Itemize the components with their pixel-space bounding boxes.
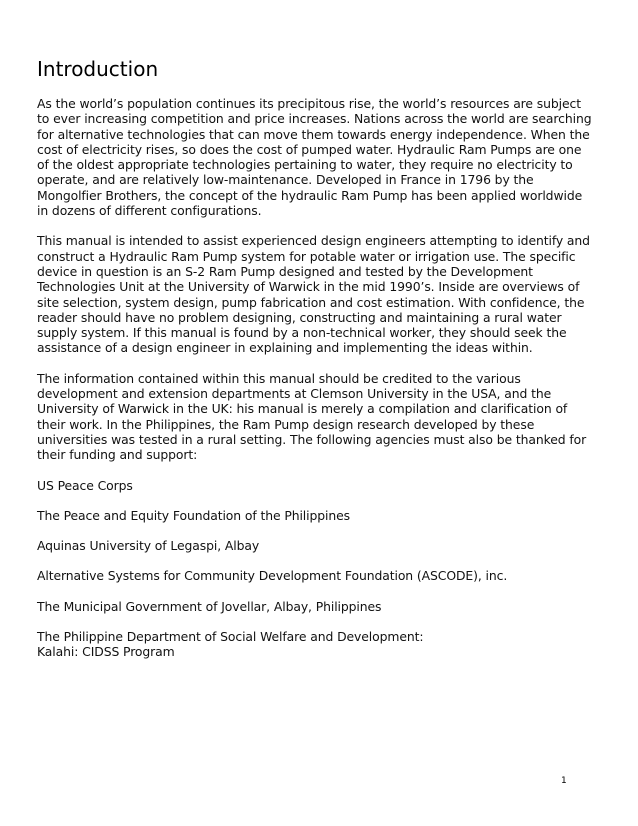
page-number: 1	[561, 776, 567, 786]
section-heading: Introduction	[37, 57, 159, 81]
agency-item: The Peace and Equity Foundation of the Philippines	[37, 507, 350, 523]
agency-item: Aquinas University of Legaspi, Albay	[37, 538, 260, 554]
agency-item: Alternative Systems for Community Development Foundation (ASCODE), inc.	[37, 568, 508, 584]
agency-item: US Peace Corps	[37, 477, 133, 493]
agency-item: The Municipal Government of Jovellar, Albay, Philippines	[37, 598, 382, 614]
document-page	[37, 56, 593, 675]
credits-paragraph: The information contained within this manual should be credited to the various development and extension departments at Clemson University in the USA, and the University of Warwick in the UK: his manual is merely a compilation and clarification of their work. In the Philippines, the Ram Pump design research developed by these universities was tested in a rural setting. The following agencies must also be thanked for their funding and support:	[37, 370, 587, 463]
agency-program-line: Kalahi: CIDSS Program	[37, 644, 175, 660]
purpose-paragraph: This manual is intended to assist experienced design engineers attempting to identify and construct a Hydraulic Ram Pump system for potable water or irrigation use. The specific device in question is an S-2 Ram Pump designed and tested by the Development Technologies Unit at the University of Warwick in the mid 1990’s. Inside are overviews of site selection, system design, pump fabrication and cost estimation. With confidence, the reader should have no problem designing, constructing and maintaining a rural water supply system. If this manual is found by a non-technical worker, they should seek the assistance of a design engineer in explaining and implementing the ideas within.	[37, 233, 590, 356]
intro-paragraph: As the world’s population continues its precipitous rise, the world’s resources are subject to ever increasing competition and price increases. Nations across the world are searching for alternative technologies that can move them towards energy independence. When the cost of electricity rises, so does the cost of pumped water. Hydraulic Ram Pumps are one of the oldest appropriate technologies pertaining to water, they require no electricity to operate, and are relatively low-maintenance. Developed in France in 1796 by the Mongolfier Brothers, the concept of the hydraulic Ram Pump has been applied worldwide in dozens of different configurations.	[37, 96, 592, 219]
agency-item-multiline	[37, 629, 593, 660]
agency-item: The Philippine Department of Social Welfare and Development:	[37, 629, 424, 645]
